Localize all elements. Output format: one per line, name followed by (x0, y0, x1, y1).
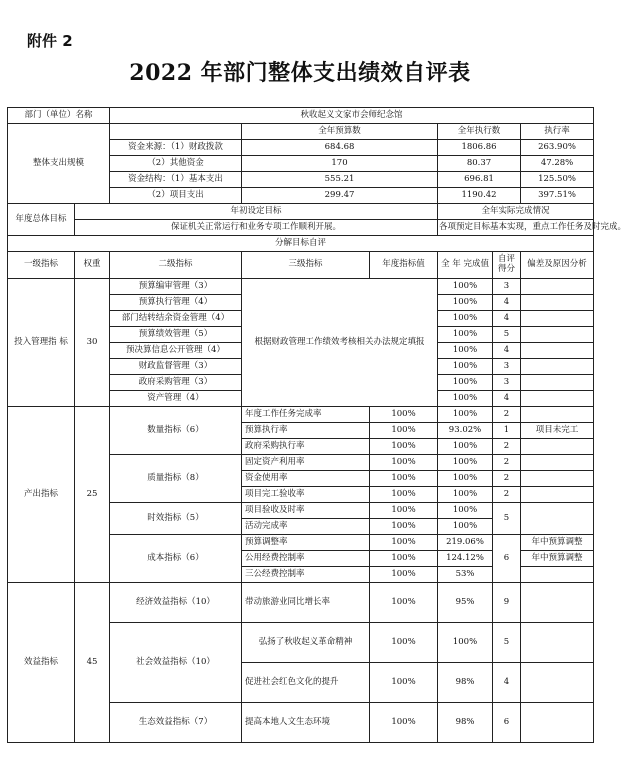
output-target: 100% (370, 439, 438, 455)
output-completion: 100% (438, 455, 493, 471)
output-target: 100% (370, 535, 438, 551)
benefit-reason (521, 623, 594, 663)
output-reason (521, 471, 594, 487)
overall-rate: 397.51% (521, 188, 594, 204)
input-level2: 预算编审管理（3） (110, 279, 242, 295)
input-completion: 100% (438, 375, 493, 391)
overall-row-label: （2）项目支出 (110, 188, 242, 204)
economic-level2: 经济效益指标（10） (110, 583, 242, 623)
output-reason (521, 487, 594, 503)
output-completion: 100% (438, 503, 493, 519)
benefit-completion: 100% (438, 623, 493, 663)
benefit-reason (521, 663, 594, 703)
output-completion: 100% (438, 439, 493, 455)
benefit-level3: 带动旅游业同比增长率 (242, 583, 370, 623)
goal-actual: 各项预定目标基本实现，重点工作任务及时完成。 (438, 220, 594, 236)
input-level2: 预决算信息公开管理（4） (110, 343, 242, 359)
output-completion: 219.06% (438, 535, 493, 551)
col-level1: 一级指标 (8, 252, 75, 279)
benefit-completion: 95% (438, 583, 493, 623)
benefit-completion: 98% (438, 703, 493, 743)
overall-exec: 1806.86 (438, 140, 521, 156)
input-score: 4 (493, 295, 521, 311)
col-level2: 二级指标 (110, 252, 242, 279)
benefit-score: 4 (493, 663, 521, 703)
dept-value: 秋收起义文家市会师纪念馆 (110, 108, 594, 124)
col-reason: 偏差及原因分析 (521, 252, 594, 279)
benefit-reason (521, 703, 594, 743)
col-completion: 全 年 完成值 (438, 252, 493, 279)
output-level3: 项目验收及时率 (242, 503, 370, 519)
benefit-target: 100% (370, 583, 438, 623)
ecological-level2: 生态效益指标（7） (110, 703, 242, 743)
overall-row-label: 资金来源：（1）财政拨款 (110, 140, 242, 156)
output-target: 100% (370, 503, 438, 519)
output-reason: 年中预算调整 (521, 535, 594, 551)
benefit-weight: 45 (75, 583, 110, 743)
benefit-level3: 促进社会红色文化的提升 (242, 663, 370, 703)
input-weight: 30 (75, 279, 110, 407)
input-level1: 投入管理指 标 (8, 279, 75, 407)
output-completion: 53% (438, 567, 493, 583)
overall-row-label: （2）其他资金 (110, 156, 242, 172)
input-level2: 预算执行管理（4） (110, 295, 242, 311)
input-score: 3 (493, 279, 521, 295)
input-level2: 资产管理（4） (110, 391, 242, 407)
quantity-level2: 数量指标（6） (110, 407, 242, 455)
input-level2: 政府采购管理（3） (110, 375, 242, 391)
overall-rate: 125.50% (521, 172, 594, 188)
overall-label: 整体支出规模 (8, 124, 110, 204)
output-level3: 活动完成率 (242, 519, 370, 535)
benefit-level1: 效益指标 (8, 583, 75, 743)
timeliness-level2: 时效指标（5） (110, 503, 242, 535)
col-rate: 执行率 (521, 124, 594, 140)
output-level3: 三公经费控制率 (242, 567, 370, 583)
cost-score: 6 (493, 535, 521, 583)
input-score: 4 (493, 311, 521, 327)
overall-rate: 47.28% (521, 156, 594, 172)
goal-actual-header: 全年实际完成情况 (438, 204, 594, 220)
output-reason (521, 567, 594, 583)
output-target: 100% (370, 567, 438, 583)
input-completion: 100% (438, 359, 493, 375)
output-target: 100% (370, 487, 438, 503)
output-score: 2 (493, 439, 521, 455)
cost-level2: 成本指标（6） (110, 535, 242, 583)
output-level3: 项目完工验收率 (242, 487, 370, 503)
output-score: 1 (493, 423, 521, 439)
benefit-reason (521, 583, 594, 623)
input-reason (521, 391, 594, 407)
input-completion: 100% (438, 327, 493, 343)
input-reason (521, 279, 594, 295)
social-level2: 社会效益指标（10） (110, 623, 242, 703)
output-level3: 公用经费控制率 (242, 551, 370, 567)
output-level3: 预算调整率 (242, 535, 370, 551)
output-target: 100% (370, 423, 438, 439)
breakdown-header: 分解目标自评 (8, 236, 594, 252)
benefit-target: 100% (370, 623, 438, 663)
output-score: 2 (493, 487, 521, 503)
output-reason: 年中预算调整 (521, 551, 594, 567)
page-title: 2022 年部门整体支出绩效自评表 (129, 60, 471, 86)
input-completion: 100% (438, 391, 493, 407)
overall-exec: 80.37 (438, 156, 521, 172)
output-level3: 年度工作任务完成率 (242, 407, 370, 423)
col-level3: 三级指标 (242, 252, 370, 279)
benefit-score: 6 (493, 703, 521, 743)
output-completion: 100% (438, 487, 493, 503)
timeliness-score: 5 (493, 503, 521, 535)
output-weight: 25 (75, 407, 110, 583)
output-reason (521, 503, 594, 535)
output-completion: 100% (438, 519, 493, 535)
output-target: 100% (370, 407, 438, 423)
col-weight: 权重 (75, 252, 110, 279)
input-level2: 预算绩效管理（5） (110, 327, 242, 343)
output-level3: 政府采购执行率 (242, 439, 370, 455)
input-score: 5 (493, 327, 521, 343)
overall-budget: 684.68 (242, 140, 438, 156)
input-score: 4 (493, 343, 521, 359)
output-score: 2 (493, 471, 521, 487)
overall-budget: 555.21 (242, 172, 438, 188)
quality-level2: 质量指标（8） (110, 455, 242, 503)
output-reason (521, 407, 594, 423)
overall-exec: 696.81 (438, 172, 521, 188)
benefit-level3: 弘扬了秋收起义革命精神 (242, 623, 370, 663)
output-level3: 固定资产利用率 (242, 455, 370, 471)
input-reason (521, 359, 594, 375)
output-level3: 预算执行率 (242, 423, 370, 439)
input-level3: 根据财政管理工作绩效考核相关办法规定填报 (242, 279, 438, 407)
input-completion: 100% (438, 279, 493, 295)
evaluation-table (7, 107, 626, 743)
input-reason (521, 295, 594, 311)
col-exec: 全年执行数 (438, 124, 521, 140)
input-reason (521, 375, 594, 391)
overall-rate: 263.90% (521, 140, 594, 156)
output-reason (521, 455, 594, 471)
input-completion: 100% (438, 311, 493, 327)
overall-row-label: 资金结构：（1）基本支出 (110, 172, 242, 188)
output-reason: 项目未完工 (521, 423, 594, 439)
output-target: 100% (370, 471, 438, 487)
benefit-target: 100% (370, 703, 438, 743)
col-target: 年度指标值 (370, 252, 438, 279)
output-completion: 100% (438, 471, 493, 487)
input-level2: 财政监督管理（3） (110, 359, 242, 375)
input-score: 3 (493, 375, 521, 391)
benefit-target: 100% (370, 663, 438, 703)
input-score: 3 (493, 359, 521, 375)
benefit-score: 9 (493, 583, 521, 623)
output-completion: 124.12% (438, 551, 493, 567)
dept-label: 部门（单位）名称 (8, 108, 110, 124)
goal-label: 年度总体目标 (8, 204, 75, 236)
output-reason (521, 439, 594, 455)
input-reason (521, 343, 594, 359)
input-level2: 部门结转结余资金管理（4） (110, 311, 242, 327)
overall-budget: 299.47 (242, 188, 438, 204)
col-score: 自评得分 (493, 252, 521, 279)
overall-exec: 1190.42 (438, 188, 521, 204)
input-reason (521, 311, 594, 327)
output-level1: 产出指标 (8, 407, 75, 583)
input-completion: 100% (438, 343, 493, 359)
input-score: 4 (493, 391, 521, 407)
output-completion: 100% (438, 407, 493, 423)
output-target: 100% (370, 519, 438, 535)
attachment-label: 附件 2 (27, 32, 73, 50)
benefit-level3: 提高本地人文生态环境 (242, 703, 370, 743)
goal-initial: 保证机关正常运行和业务专项工作顺利开展。 (75, 220, 438, 236)
goal-initial-header: 年初设定目标 (75, 204, 438, 220)
output-completion: 93.02% (438, 423, 493, 439)
output-target: 100% (370, 551, 438, 567)
col-budget: 全年预算数 (242, 124, 438, 140)
benefit-score: 5 (493, 623, 521, 663)
output-score: 2 (493, 407, 521, 423)
output-level3: 资金使用率 (242, 471, 370, 487)
overall-budget: 170 (242, 156, 438, 172)
benefit-completion: 98% (438, 663, 493, 703)
output-score: 2 (493, 455, 521, 471)
output-target: 100% (370, 455, 438, 471)
input-completion: 100% (438, 295, 493, 311)
input-reason (521, 327, 594, 343)
